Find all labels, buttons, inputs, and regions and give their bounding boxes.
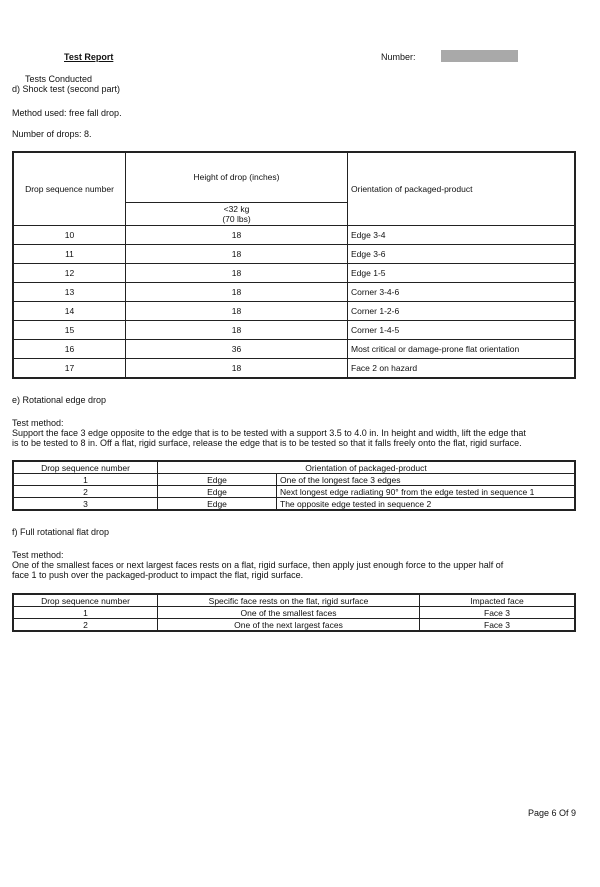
weight-kg: <32 kg (223, 203, 250, 214)
table-row (13, 619, 575, 632)
col-drop-seq: Drop sequence number (13, 461, 158, 474)
section-e-method-line2: is to be tested to 8 in. Off a flat, rigid surface, release the edge that is to be tested so that it falls freely onto the flat, rigid surface. (12, 438, 522, 448)
row-height: 18 (126, 321, 348, 340)
row-height: 18 (126, 283, 348, 302)
table-row (13, 321, 575, 340)
row-type: Edge (158, 474, 277, 486)
row-seq: 3 (13, 498, 158, 511)
row-seq: 13 (13, 283, 126, 302)
drop-table (12, 151, 576, 379)
row-orient: Corner 1-4-5 (348, 321, 576, 340)
row-seq: 14 (13, 302, 126, 321)
row-height: 18 (126, 245, 348, 264)
row-seq: 10 (13, 226, 126, 245)
row-orient: One of the longest face 3 edges (277, 474, 576, 486)
row-face: One of the next largest faces (158, 619, 420, 632)
rotational-edge-table (12, 460, 576, 511)
row-seq: 16 (13, 340, 126, 359)
row-seq: 1 (13, 474, 158, 486)
row-seq: 11 (13, 245, 126, 264)
row-orient: Most critical or damage-prone flat orientation (348, 340, 576, 359)
row-orient: Edge 1-5 (348, 264, 576, 283)
table-row (13, 474, 575, 486)
row-seq: 12 (13, 264, 126, 283)
row-seq: 15 (13, 321, 126, 340)
method-used: Method used: free fall drop. (12, 108, 122, 118)
row-orient: Corner 1-2-6 (348, 302, 576, 321)
row-face: One of the smallest faces (158, 607, 420, 619)
col-orientation: Orientation of packaged-product (158, 461, 576, 474)
col-impact: Impacted face (420, 594, 576, 607)
col-drop-seq: Drop sequence number (13, 594, 158, 607)
report-title: Test Report (64, 52, 114, 62)
row-seq: 2 (13, 486, 158, 498)
number-label: Number: (381, 52, 416, 62)
row-orient: Corner 3-4-6 (348, 283, 576, 302)
row-height: 18 (126, 359, 348, 379)
row-orient: Edge 3-4 (348, 226, 576, 245)
row-height: 18 (126, 264, 348, 283)
col-orientation: Orientation of packaged-product (348, 152, 576, 226)
row-orient: The opposite edge tested in sequence 2 (277, 498, 576, 511)
weight-class (126, 202, 348, 225)
col-drop-seq: Drop sequence number (13, 152, 126, 226)
table-row (13, 607, 575, 619)
table-row (13, 359, 575, 379)
table-row (13, 283, 575, 302)
table-row (13, 245, 575, 264)
section-f-method-line2: face 1 to push over the packaged-product to impact the flat, rigid surface. (12, 570, 304, 580)
page-number: Page 6 Of 9 (527, 808, 576, 818)
table-row (13, 226, 575, 245)
row-orient: Face 2 on hazard (348, 359, 576, 379)
row-seq: 2 (13, 619, 158, 632)
table-row (13, 498, 575, 511)
col-face: Specific face rests on the flat, rigid surface (158, 594, 420, 607)
section-e-method-line1: Support the face 3 edge opposite to the edge that is to be tested with a support 3.5 to 4.0 in. In height and width, lift the edge that (12, 428, 526, 438)
redacted-number (441, 50, 518, 62)
number-of-drops: Number of drops: 8. (12, 129, 92, 139)
row-height: 18 (126, 302, 348, 321)
table-row (13, 302, 575, 321)
row-type: Edge (158, 486, 277, 498)
row-seq: 1 (13, 607, 158, 619)
section-d-heading: d) Shock test (second part) (12, 84, 121, 94)
section-e-method-label: Test method: (12, 418, 64, 428)
full-rotational-table (12, 593, 576, 632)
row-height: 18 (126, 226, 348, 245)
section-e-heading: e) Rotational edge drop (12, 395, 107, 405)
row-orient: Edge 3-6 (348, 245, 576, 264)
table-row (13, 340, 575, 359)
tests-conducted: Tests Conducted (25, 74, 93, 84)
row-impact: Face 3 (420, 607, 576, 619)
row-orient: Next longest edge radiating 90° from the edge tested in sequence 1 (277, 486, 576, 498)
row-type: Edge (158, 498, 277, 511)
section-f-method-line1: One of the smallest faces or next largest faces rests on a flat, rigid surface, then apply just enough force to the upper half of (12, 560, 504, 570)
table-row (13, 486, 575, 498)
table-row (13, 264, 575, 283)
row-height: 36 (126, 340, 348, 359)
section-f-heading: f) Full rotational flat drop (12, 527, 110, 537)
section-f-method-label: Test method: (12, 550, 64, 560)
weight-lbs: (70 lbs) (222, 213, 251, 224)
row-impact: Face 3 (420, 619, 576, 632)
col-height: Height of drop (inches) (126, 152, 348, 202)
row-seq: 17 (13, 359, 126, 379)
